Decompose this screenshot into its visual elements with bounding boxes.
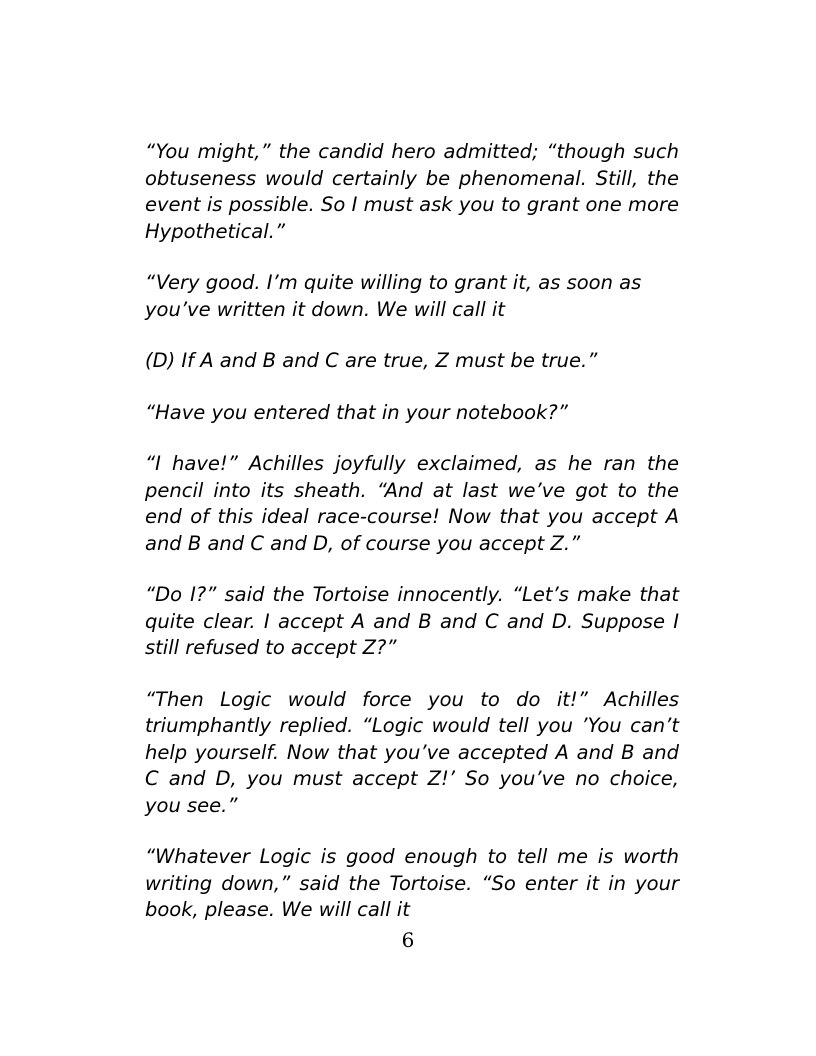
paragraph: (D) If A and B and C are true, Z must be true.” (145, 349, 598, 372)
body-text (145, 139, 679, 949)
paragraph: “Whatever Logic is good enough to tell me is worth writing down,” said the Tortoise. “So enter it in your book, please. We will call it (145, 845, 679, 921)
page-number: 6 (401, 928, 415, 952)
paragraph: “Have you entered that in your notebook?” (145, 400, 568, 424)
paragraph: “Then Logic would force you to do it!” Achilles triumphantly replied. “Logic would tell you ’You can’t help yourself. Now that you’ve accepted A and B and C and D, you must accept Z!’ So you’ve no choice, you see.” (145, 687, 679, 817)
paragraph: “I have!” Achilles joyfully exclaimed, as he ran the pencil into its sheath. “And at last we’ve got to the end of this ideal race-course! Now that you accept A and B and C and D, of course you accept Z.” (145, 452, 679, 555)
paragraph: “Do I?” said the Tortoise innocently. “Let’s make that quite clear. I accept A and B and C and D. Suppose I still refused to accept Z?” (145, 583, 679, 659)
paragraph: “You might,” the candid hero admitted; “though such obtuseness would certainly be phenomenal. Still, the event is possible. So I must ask you to grant one more Hypothetical.” (145, 140, 679, 243)
paragraph: “Very good. I’m quite willing to grant it, as soon as you’ve written it down. We will call it (145, 271, 642, 321)
